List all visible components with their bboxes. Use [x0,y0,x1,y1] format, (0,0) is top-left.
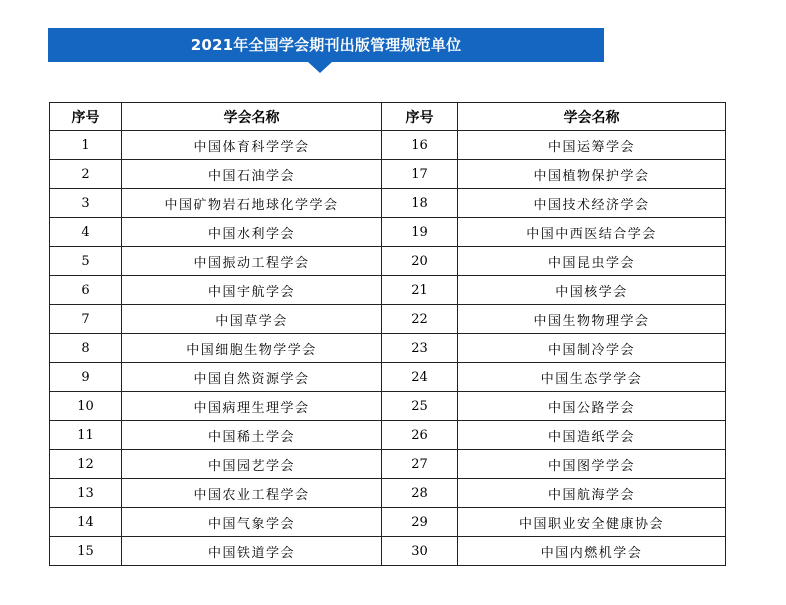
table-row [50,218,726,247]
society-name-right: 中国昆虫学会 [458,247,726,276]
row-number-left: 8 [50,334,122,363]
row-number-left: 1 [50,131,122,160]
title-banner [48,28,604,62]
society-name-right: 中国核学会 [458,276,726,305]
table-row [50,160,726,189]
row-number-right: 21 [382,276,458,305]
header-no-right: 序号 [382,103,458,131]
row-number-left: 5 [50,247,122,276]
row-number-right: 30 [382,537,458,566]
row-number-right: 28 [382,479,458,508]
row-number-right: 25 [382,392,458,421]
row-number-left: 15 [50,537,122,566]
society-name-left: 中国草学会 [122,305,382,334]
row-number-left: 6 [50,276,122,305]
row-number-right: 23 [382,334,458,363]
table-row [50,305,726,334]
row-number-left: 10 [50,392,122,421]
row-number-left: 13 [50,479,122,508]
society-name-left: 中国自然资源学会 [122,363,382,392]
row-number-right: 20 [382,247,458,276]
row-number-right: 18 [382,189,458,218]
row-number-left: 9 [50,363,122,392]
table-row [50,392,726,421]
header-name-left: 学会名称 [122,103,382,131]
row-number-right: 17 [382,160,458,189]
society-name-right: 中国中西医结合学会 [458,218,726,247]
table-row [50,450,726,479]
table-row [50,479,726,508]
society-name-right: 中国植物保护学会 [458,160,726,189]
row-number-left: 14 [50,508,122,537]
table-row [50,276,726,305]
society-name-right: 中国技术经济学会 [458,189,726,218]
society-name-left: 中国水利学会 [122,218,382,247]
society-name-right: 中国运筹学会 [458,131,726,160]
table-row [50,508,726,537]
row-number-left: 4 [50,218,122,247]
row-number-right: 16 [382,131,458,160]
society-name-left: 中国体育科学学会 [122,131,382,160]
table-row [50,334,726,363]
header-name-right: 学会名称 [458,103,726,131]
row-number-left: 3 [50,189,122,218]
row-number-right: 24 [382,363,458,392]
row-number-right: 19 [382,218,458,247]
society-name-left: 中国病理生理学会 [122,392,382,421]
society-name-left: 中国细胞生物学学会 [122,334,382,363]
table-row [50,421,726,450]
society-name-left: 中国稀土学会 [122,421,382,450]
society-name-right: 中国生物物理学会 [458,305,726,334]
row-number-left: 7 [50,305,122,334]
banner-pointer-arrow [308,62,332,73]
society-name-right: 中国内燃机学会 [458,537,726,566]
society-name-left: 中国园艺学会 [122,450,382,479]
table-row [50,363,726,392]
table-header-row [50,103,726,131]
page-title: 2021年全国学会期刊出版管理规范单位 [190,36,462,54]
row-number-left: 2 [50,160,122,189]
society-name-left: 中国宇航学会 [122,276,382,305]
table-row [50,131,726,160]
table-row [50,537,726,566]
society-name-left: 中国石油学会 [122,160,382,189]
society-name-left: 中国振动工程学会 [122,247,382,276]
table-row [50,247,726,276]
society-table [49,102,726,566]
society-name-right: 中国航海学会 [458,479,726,508]
row-number-right: 27 [382,450,458,479]
row-number-right: 29 [382,508,458,537]
society-name-left: 中国气象学会 [122,508,382,537]
row-number-right: 26 [382,421,458,450]
society-name-right: 中国生态学学会 [458,363,726,392]
row-number-left: 12 [50,450,122,479]
table-body [50,131,726,566]
society-name-right: 中国职业安全健康协会 [458,508,726,537]
society-name-right: 中国公路学会 [458,392,726,421]
society-name-right: 中国制冷学会 [458,334,726,363]
row-number-left: 11 [50,421,122,450]
society-name-left: 中国矿物岩石地球化学学会 [122,189,382,218]
society-name-right: 中国图学学会 [458,450,726,479]
society-name-left: 中国农业工程学会 [122,479,382,508]
society-name-left: 中国铁道学会 [122,537,382,566]
row-number-right: 22 [382,305,458,334]
table-row [50,189,726,218]
header-no-left: 序号 [50,103,122,131]
society-name-right: 中国造纸学会 [458,421,726,450]
